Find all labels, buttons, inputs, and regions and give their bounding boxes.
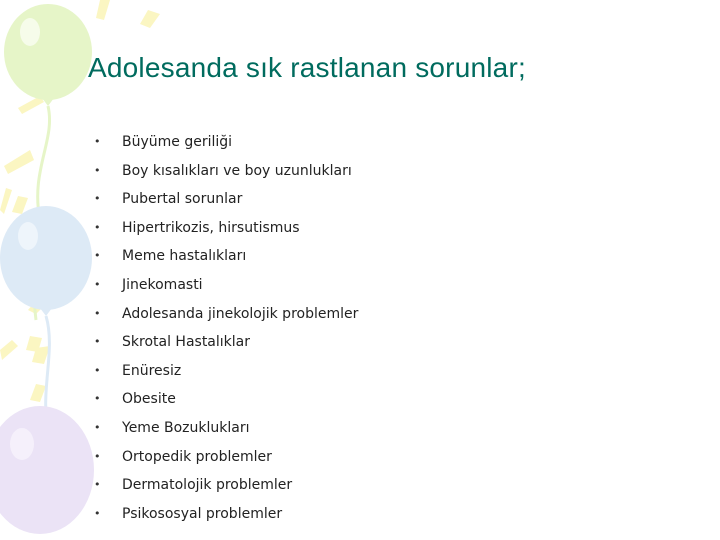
bullet-icon: • bbox=[94, 392, 101, 406]
list-item-text: Skrotal Hastalıklar bbox=[122, 334, 250, 351]
bullet-icon: • bbox=[94, 306, 101, 320]
list-item-text: Yeme Bozuklukları bbox=[122, 419, 250, 436]
list-item-text: Adolesanda jinekolojik problemler bbox=[122, 305, 359, 322]
bullet-icon: • bbox=[94, 449, 101, 463]
bullet-icon: • bbox=[94, 363, 101, 377]
list-item-text: Dermatolojik problemler bbox=[122, 477, 293, 494]
slide-title: Adolesanda sık rastlanan sorunlar; bbox=[88, 52, 526, 83]
bullet-icon: • bbox=[94, 277, 101, 291]
list-item-text: Boy kısalıkları ve boy uzunlukları bbox=[122, 162, 352, 179]
bullet-icon: • bbox=[94, 478, 101, 492]
list-item-text: Meme hastalıkları bbox=[122, 248, 247, 265]
list-item-text: Psikososyal problemler bbox=[122, 505, 283, 522]
list-item-text: Hipertrikozis, hirsutismus bbox=[122, 219, 300, 236]
bullet-icon: • bbox=[94, 220, 101, 234]
bullet-icon: • bbox=[94, 420, 101, 434]
list-item-text: Pubertal sorunlar bbox=[122, 191, 243, 208]
purple-balloon bbox=[0, 406, 94, 534]
bullet-icon: • bbox=[94, 135, 101, 148]
bullet-icon: • bbox=[94, 506, 101, 520]
list-item-text: Büyüme geriliği bbox=[122, 134, 233, 150]
blue-balloon bbox=[0, 206, 92, 430]
list-item-text: Enüresiz bbox=[122, 362, 182, 379]
bullet-icon: • bbox=[94, 163, 101, 177]
bullet-icon: • bbox=[94, 249, 101, 263]
list-item-text: Jinekomasti bbox=[122, 276, 203, 293]
bullet-icon: • bbox=[94, 335, 101, 349]
list-item-text: Ortopedik problemler bbox=[122, 448, 272, 465]
list-item-text: Obesite bbox=[122, 391, 176, 408]
bullet-icon: • bbox=[94, 192, 101, 206]
